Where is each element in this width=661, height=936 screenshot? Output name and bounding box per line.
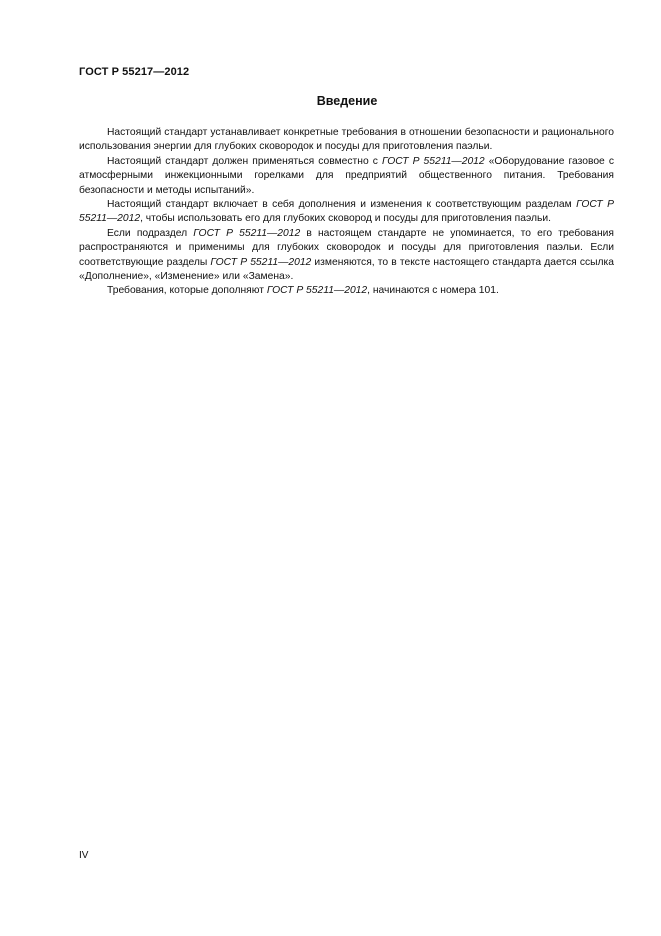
paragraph-text: Требования, которые дополняют <box>107 285 267 297</box>
paragraph-text: , начинаются с номера 101. <box>367 285 499 297</box>
paragraph-1 <box>79 126 614 155</box>
standard-reference: ГОСТ Р 55211—2012 <box>210 256 312 268</box>
standard-reference: ГОСТ Р 55211—2012 <box>381 155 485 167</box>
paragraph-text: «Оборудование газовое с атмосферными инжекционными горелками для предприятий общественного питания. Требования безопасности и методы испытаний». <box>79 155 614 196</box>
standard-reference: ГОСТ Р 55211—2012 <box>193 227 301 239</box>
standard-reference: ГОСТ Р 55211—2012 <box>266 285 368 297</box>
page-number: IV <box>79 850 89 861</box>
paragraph-text: , чтобы использовать его для глубоких сковород и посуды для приготовления паэльи. <box>140 213 551 225</box>
paragraph-3 <box>79 198 614 227</box>
section-title: Введение <box>316 94 378 108</box>
paragraph-text: Если подраздел <box>107 227 194 239</box>
paragraph-text: в настоящем стандарте не упоминается, то его требования распространяются и применимы для глубоких сковородок и посуды для приготовления паэльи. Если соответствующие разделы <box>79 227 615 268</box>
paragraph-4 <box>79 227 614 285</box>
paragraph-text: Настоящий стандарт включает в себя дополнения и изменения к соответствующим разделам <box>107 199 577 211</box>
paragraph-5 <box>79 284 614 298</box>
standard-reference: ГОСТ Р 55211—2012 <box>79 199 614 225</box>
paragraph-2 <box>79 155 614 198</box>
paragraph-text: Настоящий стандарт устанавливает конкретные требования в отношении безопасности и рационального использования энергии для глубоких сковородок и посуды для приготовления паэльи. <box>79 127 614 153</box>
paragraph-text: Настоящий стандарт должен применяться совместно с <box>107 155 382 167</box>
introduction-body <box>79 126 614 299</box>
document-header: ГОСТ Р 55217—2012 <box>79 66 190 78</box>
paragraph-text: изменяются, то в тексте настоящего стандарта дается ссылка «Дополнение», «Изменение» или «Замена». <box>79 256 614 283</box>
